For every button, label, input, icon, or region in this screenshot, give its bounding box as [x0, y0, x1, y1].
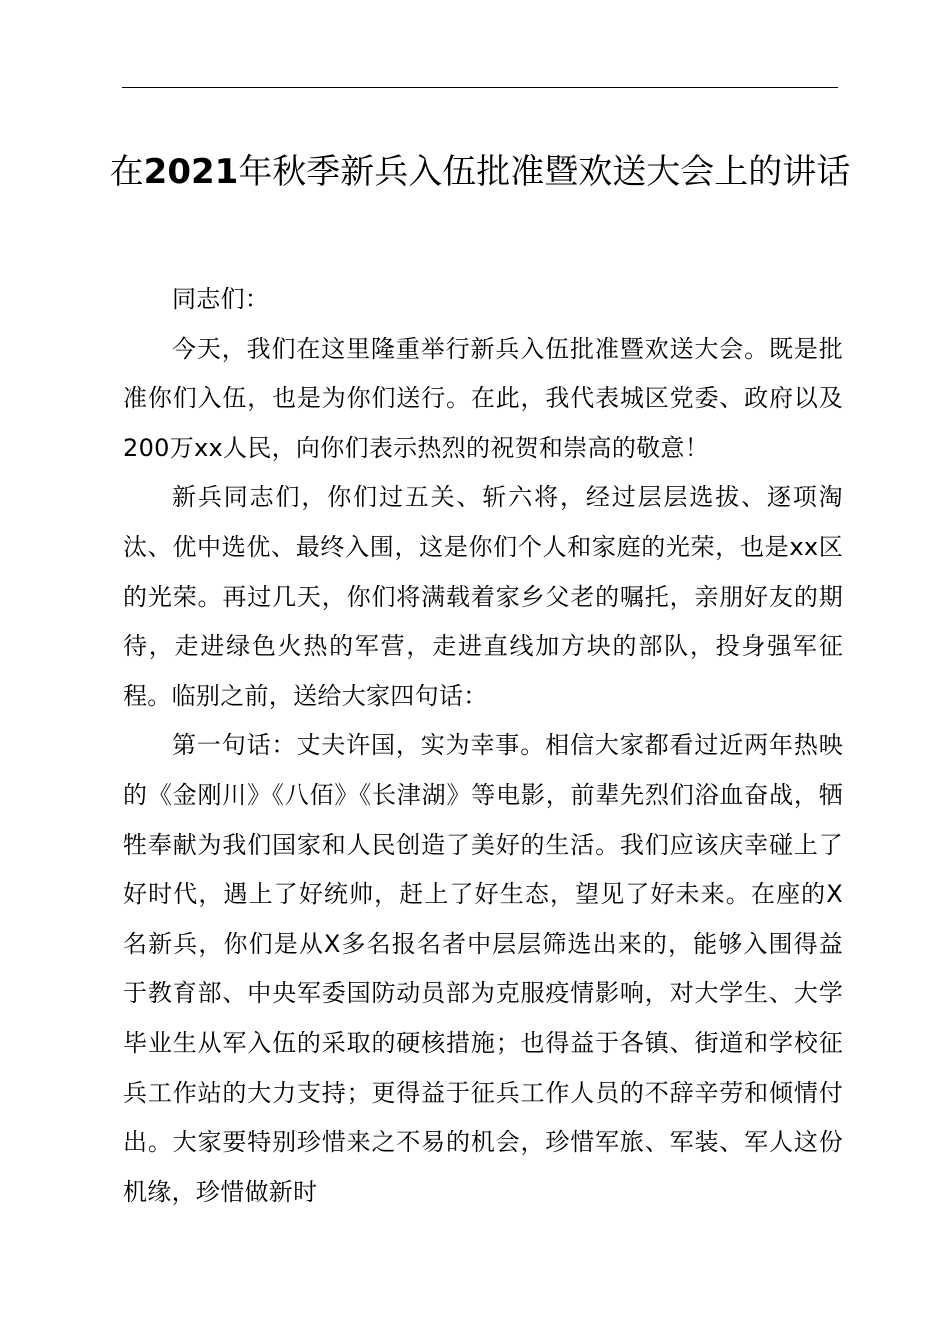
title-prefix: 在 [109, 152, 144, 192]
paragraph-2: 新兵同志们，你们过五关、斩六将，经过层层选拔、逐项淘汰、优中选优、最终入围，这是你们个人和家庭的光荣，也是xx区的光荣。再过几天，你们将满载着家乡父老的嘱托，亲朋好友的期待，走进绿色火热的军营，走进直线加方块的部队，投身强军征程。临别之前，送给大家四句话： [123, 483, 843, 710]
paragraph-1: 今天，我们在这里隆重举行新兵入伍批准暨欢送大会。既是批准你们入伍，也是为你们送行。在此，我代表城区党委、政府以及200万xx人民，向你们表示热烈的祝贺和崇高的敬意！ [123, 334, 843, 462]
title-rest: 年秋季新兵入伍批准暨欢送大会上的讲话 [238, 152, 851, 192]
paragraph-3: 第一句话：丈夫许国，实为幸事。相信大家都看过近两年热映的《金刚川》《八佰》《长津湖》等电影，前辈先烈们浴血奋战，牺牲奉献为我们国家和人民创造了美好的生活。我们应该庆幸碰上了好时代，遇上了好统帅，赶上了好生态，望见了好未来。在座的X名新兵，你们是从X多名报名者中层层筛选出来的，能够入围得益于教育部、中央军委国防动员部为克服疫情影响，对大学生、大学毕业生从军入伍的采取的硬核措施；也得益于各镇、街道和学校征兵工作站的大力支持；更得益于征兵工作人员的不辞辛劳和倾情付出。大家要特别珍惜来之不易的机会，珍惜军旅、军装、军人这份机缘，珍惜做新时 [123, 731, 843, 1206]
document-title [100, 147, 860, 197]
header-rule [122, 87, 838, 88]
document-body [123, 275, 843, 1217]
title-year: 2021 [143, 152, 239, 192]
salutation: 同志们： [172, 285, 270, 313]
